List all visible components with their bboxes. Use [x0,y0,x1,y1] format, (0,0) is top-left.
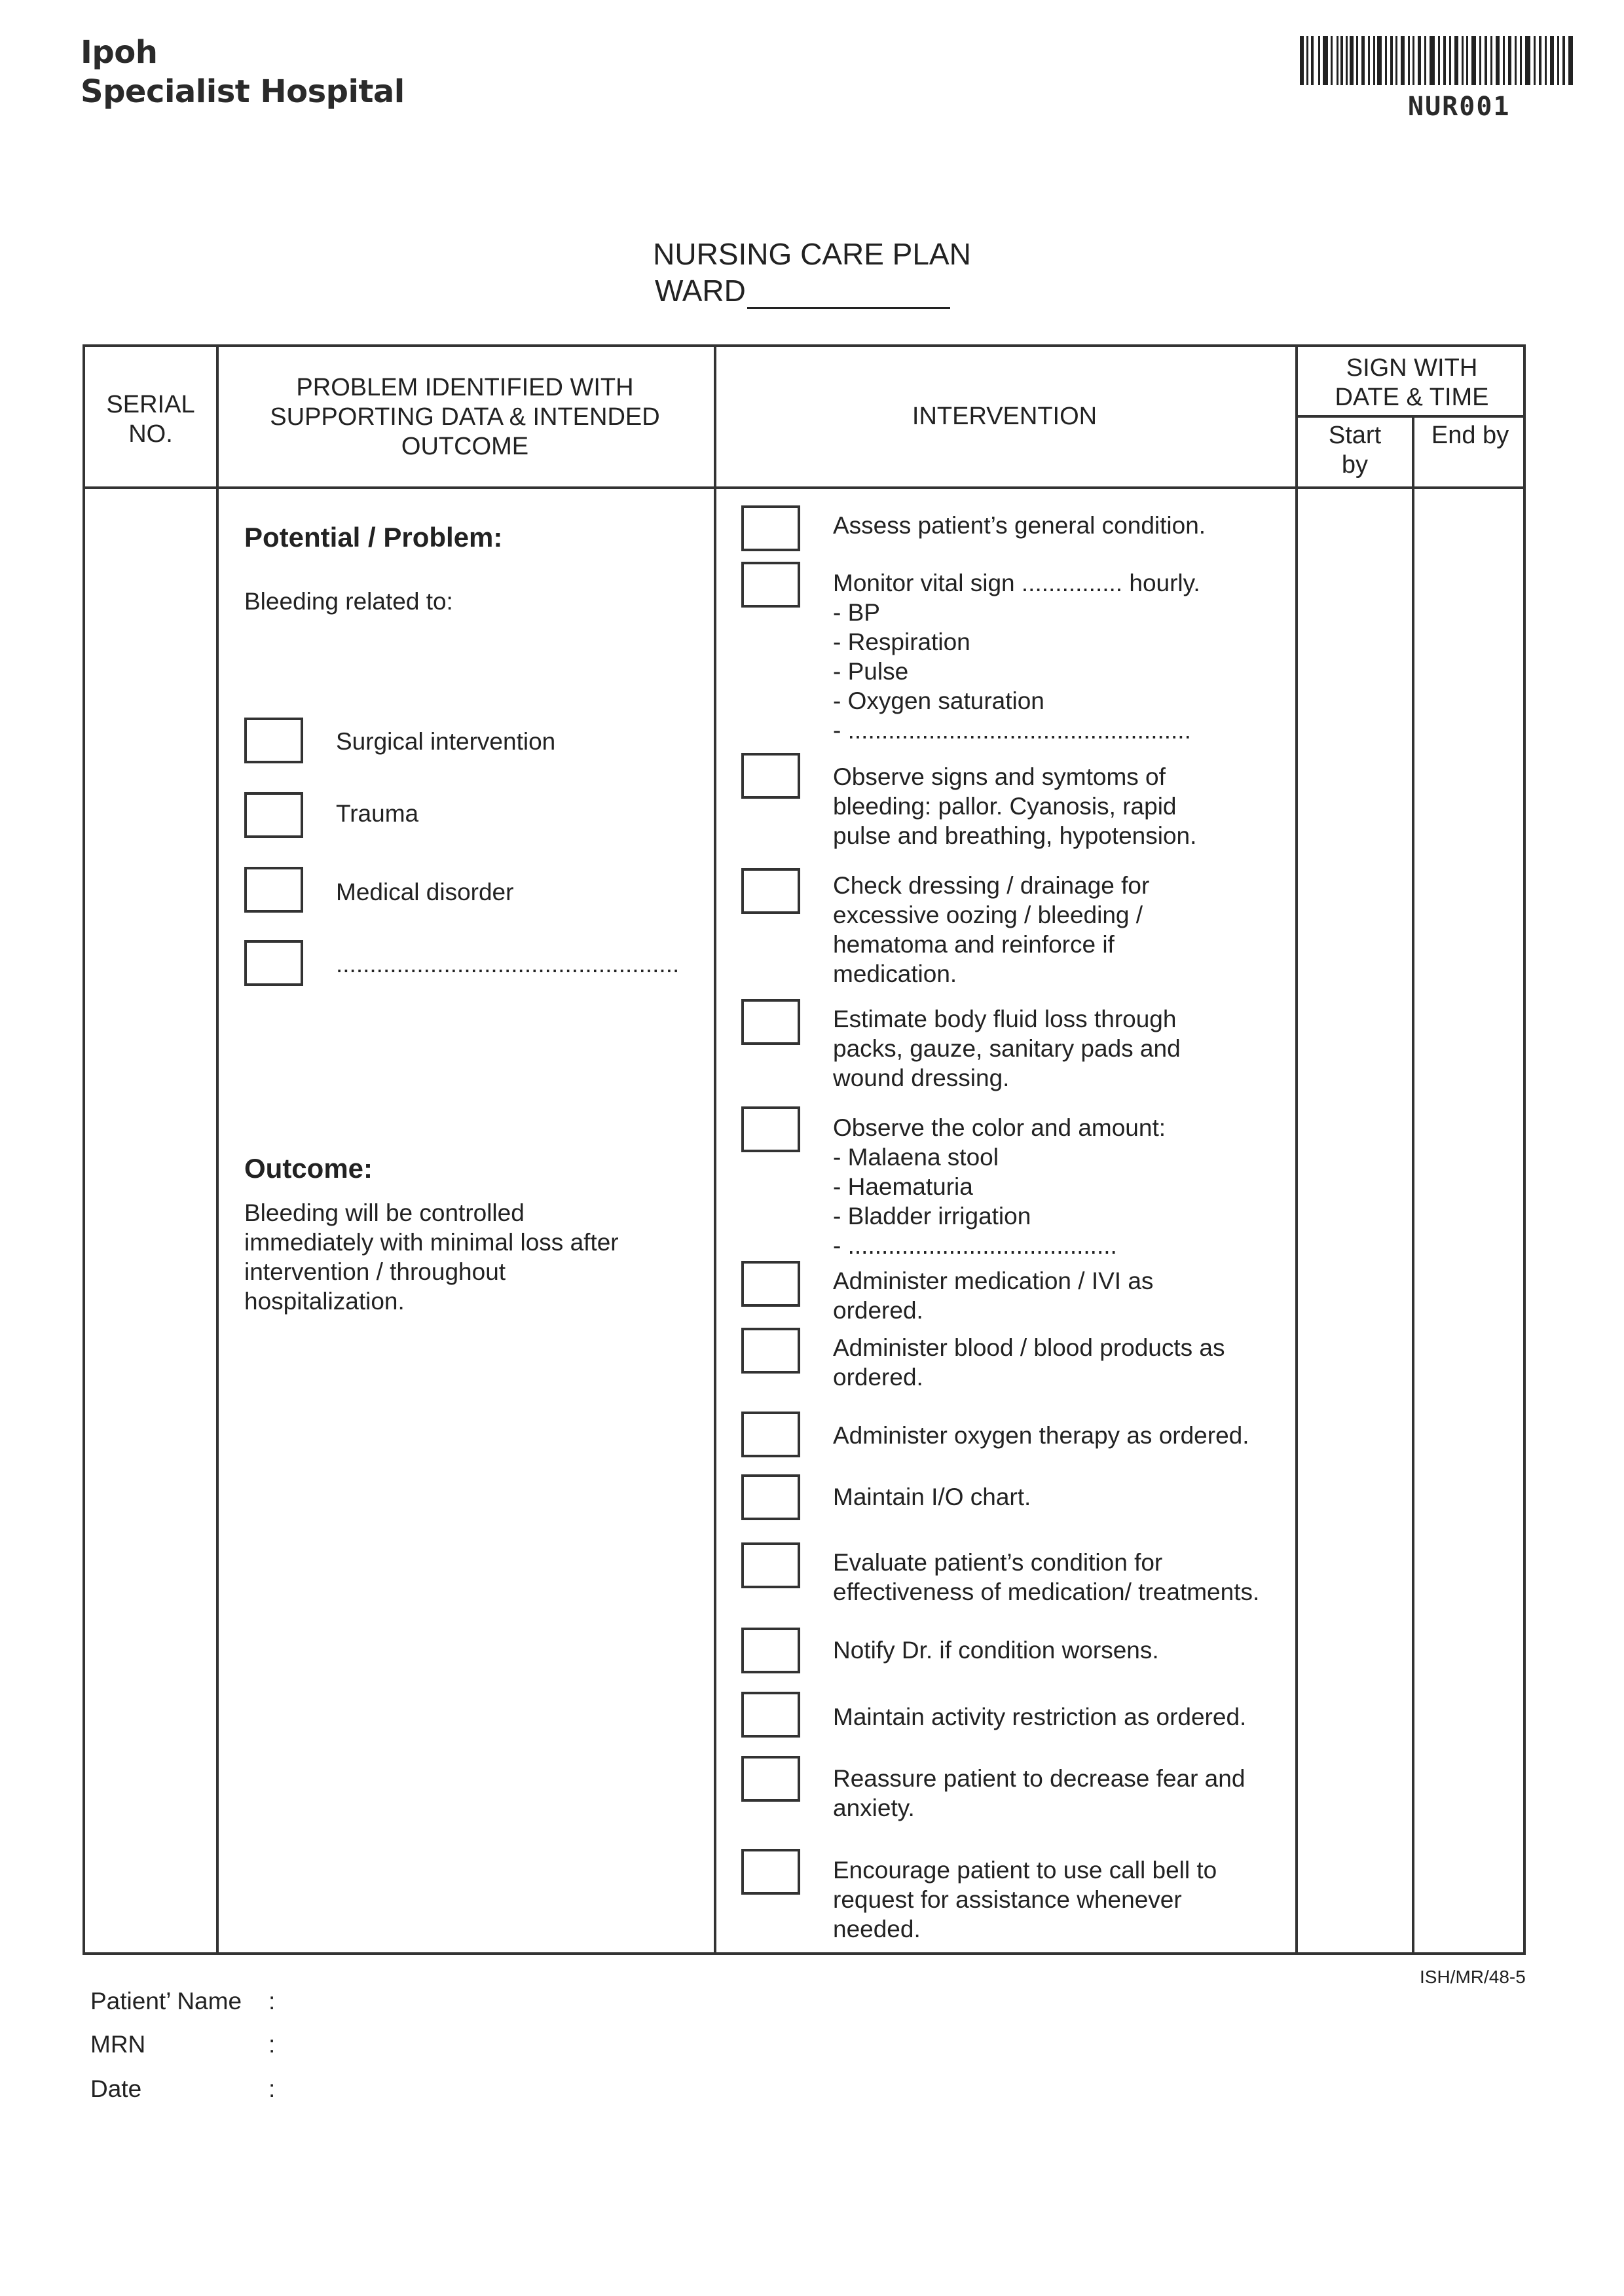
checkbox-intervention-1[interactable] [741,505,800,551]
potential-problem-heading: Potential / Problem: [244,522,503,553]
checkbox-intervention-8[interactable] [741,1328,800,1374]
patient-name-field[interactable] [282,1986,871,2016]
page-title: NURSING CARE PLAN [653,237,971,271]
intervention-12: Notify Dr. if condition worsens. [833,1637,1159,1664]
column-divider [714,347,716,1952]
patient-name-colon: : [268,1988,276,2014]
column-divider [1412,415,1414,1952]
intervention-10: Maintain I/O chart. [833,1484,1031,1510]
header-start-by: Start by [1328,422,1382,479]
checkbox-intervention-11[interactable] [741,1542,800,1588]
intervention-5: Estimate body fluid loss through packs, gauze, sanitary pads and wound dressing. [833,1006,1181,1091]
outcome-heading: Outcome: [244,1153,373,1184]
intervention-11: Evaluate patient’s condition for effectiveness of medication/ treatments. [833,1549,1260,1605]
checkbox-trauma[interactable] [244,792,303,838]
checkbox-intervention-4[interactable] [741,868,800,914]
hospital-name-line1: Ipoh [81,34,158,71]
intervention-6: Observe the color and amount: - Malaena stool - Haematuria - Bladder irrigation - ........................................ [833,1114,1166,1259]
checkbox-intervention-3[interactable] [741,753,800,799]
checkbox-intervention-6[interactable] [741,1106,800,1152]
hospital-name-line2: Specialist Hospital [81,73,405,110]
checkbox-intervention-12[interactable] [741,1628,800,1673]
option-other-blank[interactable]: ................................................... [336,951,680,977]
option-medical-disorder: Medical disorder [336,879,514,905]
checkbox-intervention-14[interactable] [741,1756,800,1802]
hospital-logo [81,33,405,111]
header-intervention: INTERVENTION [912,403,1098,430]
date-label: Date [90,2075,142,2102]
intervention-9: Administer oxygen therapy as ordered. [833,1422,1249,1449]
care-plan-table [83,344,1526,1955]
ward-blank-line[interactable] [747,281,950,309]
checkbox-intervention-9[interactable] [741,1412,800,1457]
option-trauma: Trauma [336,800,419,827]
intervention-14: Reassure patient to decrease fear and anxiety. [833,1765,1246,1821]
mrn-field[interactable] [282,2030,871,2059]
intervention-15: Encourage patient to use call bell to request for assistance whenever needed. [833,1857,1217,1942]
intervention-1: Assess patient’s general condition. [833,512,1206,539]
barcode-icon [1300,36,1575,85]
date-field[interactable] [282,2074,871,2104]
column-divider [1295,347,1298,1952]
ward-label: WARD [655,274,746,308]
checkbox-intervention-7[interactable] [741,1261,800,1307]
sign-header-divider [1295,415,1523,418]
checkbox-surgical-intervention[interactable] [244,718,303,763]
barcode-code: NUR001 [1408,92,1511,122]
header-serial-no: SERIAL NO. [106,391,195,448]
header-sign-date-time: SIGN WITH DATE & TIME [1335,354,1489,411]
checkbox-medical-disorder[interactable] [244,867,303,913]
intervention-4: Check dressing / drainage for excessive oozing / bleeding / hematoma and reinforce if medication. [833,872,1150,987]
bleeding-related-label: Bleeding related to: [244,588,453,615]
form-code: ISH/MR/48-5 [1420,1967,1526,1987]
intervention-13: Maintain activity restriction as ordered. [833,1704,1247,1730]
checkbox-intervention-2[interactable] [741,562,800,608]
date-colon: : [268,2075,276,2102]
header-end-by: End by [1431,422,1509,449]
intervention-8: Administer blood / blood products as ordered. [833,1334,1225,1391]
intervention-3: Observe signs and symtoms of bleeding: pallor. Cyanosis, rapid pulse and breathing, hypotension. [833,763,1197,849]
outcome-text: Bleeding will be controlled immediately with minimal loss after intervention / throughout hospitalization. [244,1199,619,1315]
header-divider [85,486,1523,489]
mrn-label: MRN [90,2031,146,2058]
patient-name-label: Patient’ Name [90,1988,242,2014]
checkbox-intervention-5[interactable] [741,999,800,1045]
header-problem: PROBLEM IDENTIFIED WITH SUPPORTING DATA & INTENDED OUTCOME [270,374,660,460]
intervention-2: Monitor vital sign ............... hourly. - BP - Respiration - Pulse - Oxygen saturation - ................................................... [833,570,1200,744]
checkbox-intervention-15[interactable] [741,1849,800,1895]
checkbox-intervention-13[interactable] [741,1692,800,1738]
mrn-colon: : [268,2031,276,2058]
option-surgical-intervention: Surgical intervention [336,728,556,755]
column-divider [216,347,219,1952]
intervention-7: Administer medication / IVI as ordered. [833,1267,1154,1324]
checkbox-other[interactable] [244,940,303,986]
ward-field[interactable] [655,272,950,309]
checkbox-intervention-10[interactable] [741,1474,800,1520]
